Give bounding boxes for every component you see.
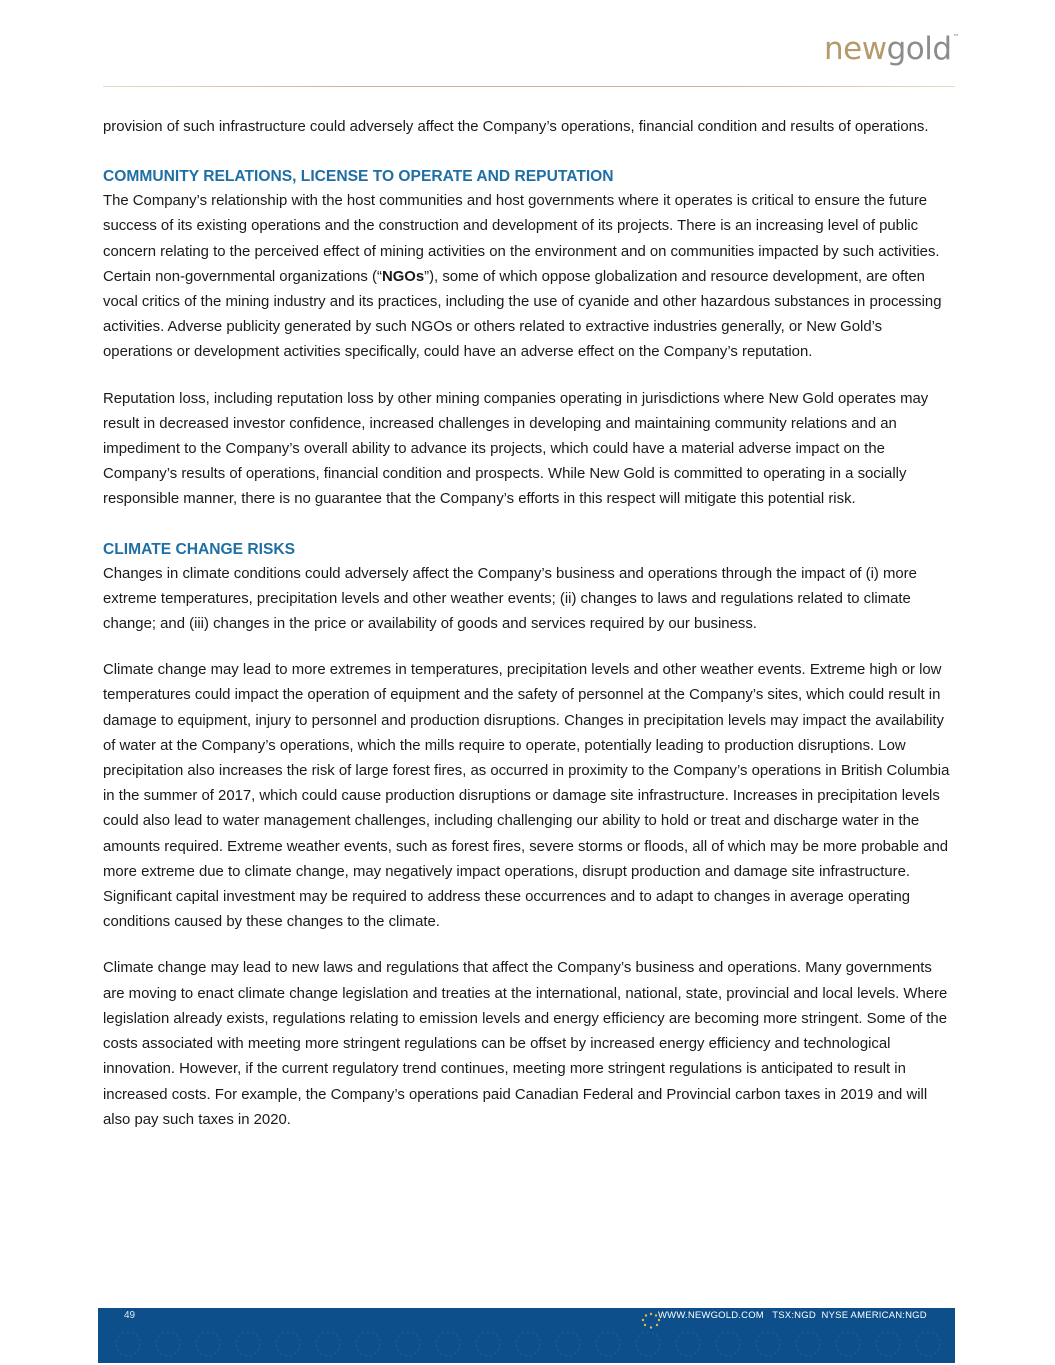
logo-gold-text: gold	[886, 31, 952, 67]
climate-paragraph-3: Climate change may lead to new laws and regulations that affect the Company’s business and operations. Many governments are moving to enact climate change legislation and treaties at the international, national, state, provincial and local levels. Where legislation already exists, regulations relating to emission levels and energy efficiency are becoming more stringent. Some of the costs associated with meeting more stringent regulations can be offset by increased energy efficiency and technological innovation. However, if the current regulatory trend continues, meeting more stringent regulations is anticipated to result in increased costs. For example, the Company’s operations paid Canadian Federal and Provincial carbon taxes in 2019 and will also pay such taxes in 2020.	[103, 960, 948, 1128]
community-paragraph-1-part-a: The Company’s relationship with the host communities and host governments where it operates is critical to ensure the future success of its existing operations and the construction and development of its projects. There is an increasing level of public concern relating to the perceived effect of mining activities on the environment and on communities impacted by such activities. Certain non-governmental organizations (“	[103, 193, 940, 285]
section-heading-community: COMMUNITY RELATIONS, LICENSE TO OPERATE AND REPUTATION	[103, 168, 614, 186]
footer-website-tickers: WWW.NEWGOLD.COM TSX:NGD NYSE AMERICAN:NGD	[658, 1310, 927, 1321]
logo-new-text: new	[823, 31, 887, 67]
company-logo	[823, 31, 959, 67]
climate-paragraph-2: Climate change may lead to more extremes in temperatures, precipitation levels and other weather events. Extreme high or low temperatures could impact the operation of equipment and the safety of personnel at the Company’s sites, which could result in damage to equipment, injury to personnel and production disruptions. Changes in precipitation levels may impact the availability of water at the Company’s operations, which the mills require to operate, potentially leading to production disruptions. Low precipitation also increases the risk of large forest fires, as occurred in proximity to the Company’s operations in British Columbia in the summer of 2017, which could cause production disruptions or damage site infrastructure. Increases in precipitation levels could also lead to water management challenges, including challenging our ability to hold or treat and discharge water in the amounts required. Extreme weather events, such as forest fires, severe storms or floods, all of which may be more probable and more extreme due to climate change, may negatively impact operations, disrupt production and damage site infrastructure. Significant capital investment may be required to address these occurrences and to adapt to changes in average operating conditions caused by these changes to the climate.	[103, 662, 950, 931]
intro-paragraph: provision of such infrastructure could adversely affect the Company’s operations, financial condition and results of operations.	[103, 119, 929, 135]
ngos-term: NGOs	[381, 268, 425, 285]
section-heading-climate: CLIMATE CHANGE RISKS	[103, 540, 296, 558]
document-body	[103, 115, 955, 1133]
logo-trademark: ™	[952, 33, 959, 41]
community-paragraph-2: Reputation loss, including reputation loss by other mining companies operating in jurisdictions where New Gold operates may result in decreased investor confidence, increased challenges in developing and maintaining community relations and an impediment to the Company’s overall ability to advance its projects, which could have a material adverse impact on the Company’s results of operations, financial condition and prospects. While New Gold is committed to operating in a socially responsible manner, there is no guarantee that the Company’s efforts in this respect will mitigate this potential risk.	[103, 390, 929, 508]
climate-paragraph-1: Changes in climate conditions could adversely affect the Company’s business and operations through the impact of (i) more extreme temperatures, precipitation levels and other weather events; (ii) changes to laws and regulations related to climate change; and (iii) changes in the price or availability of goods and services required by our business.	[103, 565, 917, 633]
footer-pattern	[98, 1326, 955, 1363]
page-number: 49	[124, 1310, 136, 1321]
community-paragraph-1	[103, 189, 955, 365]
header-divider	[103, 86, 955, 87]
footer-bar	[98, 1308, 955, 1363]
community-paragraph-1-part-b: ”), some of which oppose globalization and resource development, are often vocal critics of the mining industry and its practices, including the use of cyanide and other hazardous substances in processing activities. Adverse publicity generated by such NGOs or others related to extractive industries generally, or New Gold’s operations or development activities specifically, could have an adverse effect on the Company’s reputation.	[103, 268, 942, 361]
